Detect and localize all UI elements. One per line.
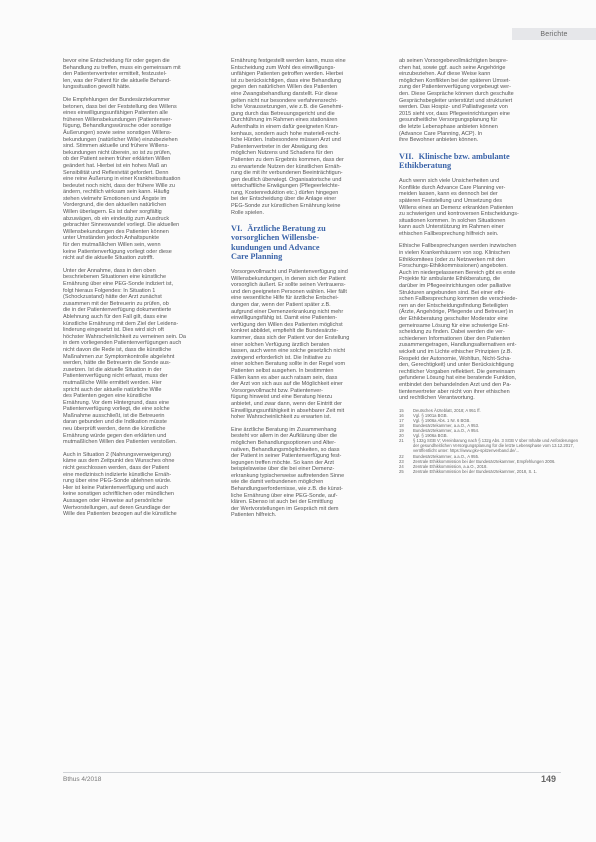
section-heading-number: VI.: [231, 224, 243, 234]
middle-paragraph-3: [231, 427, 374, 519]
left-paragraph-4-line: rung über eine PEG-Sonde ablehnen würde.: [63, 478, 172, 485]
footnote-text: der gesundheitlichen Versorgungsplanung für die letzte Lebensphase vom 13.12.2017,: [413, 443, 574, 449]
left-paragraph-3-line: die in der Patientenverfügung dokumentierte: [63, 307, 172, 314]
left-paragraph-3-line: künstliche Ernährung mit dem Ziel der Leidens-: [63, 320, 179, 327]
middle-paragraph-1-line: wirtschaftliche Erwägungen (Pflegeerleichte-: [231, 183, 340, 190]
middle-paragraph-1-line: liche Hürden. Insbesondere müssen Arzt und: [231, 137, 341, 144]
left-paragraph-2-line: Willensbekundungen des Patienten können: [63, 228, 169, 235]
middle-paragraph-2-line: Vorsorgevollmacht bzw. Patientenver-: [231, 387, 324, 394]
right-paragraph-3-line: wickelt und im Lichte ethischer Prinzipien (z.B.: [399, 348, 513, 355]
middle-paragraph-1-line: Rolle spielen.: [231, 209, 265, 216]
middle-paragraph-2-line: hoher Wahrscheinlichkeit zu erwarten ist.: [231, 414, 332, 421]
right-paragraph-3-line: Ethikkomitees (oder zu Netzwerken mit den: [399, 256, 506, 263]
middle-paragraph-1-line: Durchführung im Rahmen eines stationären: [231, 117, 338, 124]
section-heading-number: VII.: [399, 151, 414, 161]
right-paragraph-3-line: Auch im niedergelassenen Bereich gibt es erste: [399, 269, 516, 276]
footnote-text: veröffentlicht unter: https://www.gkv-spitzenverband.de/...: [413, 448, 520, 454]
section-heading-vii: [399, 152, 542, 170]
left-paragraph-1: [63, 58, 206, 91]
left-paragraph-2-line: unter Umständen jedoch Anhaltspunkte: [63, 235, 160, 242]
right-paragraph-3-line: Projekte für ambulante Ethikberatung, die: [399, 276, 501, 283]
left-paragraph-2-line: abzuwägen, ob ein eindeutig zum Ausdruck: [63, 215, 170, 222]
right-paragraph-3-line: (Ärzte, Angehörige, Pflegende und Betreuer) in: [399, 309, 514, 316]
middle-paragraph-3-line: liche Ernährung über eine PEG-Sonde, auf-: [231, 492, 338, 499]
left-paragraph-1-line: lungssituation gewollt hätte.: [63, 84, 131, 91]
middle-paragraph-2: [231, 269, 374, 421]
right-paragraph-3-line: scheidung zu finden. Dabei werden die ver-: [399, 329, 505, 336]
middle-paragraph-3-line: möglichen Behandlungsoptionen und Alter-: [231, 439, 336, 446]
left-paragraph-2-line: sind. Stimmen aktuelle und frühere Willens-: [63, 143, 170, 150]
middle-paragraph-2-line: lassen, auch wenn eine solche gesetzlich nicht: [231, 348, 346, 355]
footnote-text: Vgl. § 1906a BGB.: [413, 433, 448, 439]
footnote-text: Bundesärztekammer, a.a.O., A 953.: [413, 423, 480, 428]
right-paragraph-3-line: und rechtlichen Verantwortung.: [399, 395, 475, 402]
right-paragraph-1-line: gesundheitliche Versorgungsplanung für: [399, 117, 498, 124]
left-column: [63, 58, 206, 524]
left-paragraph-4-line: Aussagen oder Hinweise auf persönliche: [63, 498, 163, 504]
page-number: 149: [540, 774, 556, 784]
left-paragraph-3-line: mutmaßlichen Willen des Patienten verstoßen.: [63, 439, 177, 446]
right-paragraph-3-line: Strukturen angebunden sind. Bei einer ethi-: [399, 289, 506, 296]
middle-paragraph-3-line: Behandlungserfordernisse, wie z.B. die künst-: [231, 486, 343, 493]
right-paragraph-3-line: gefundene Lösung hat eine beratende Funktion,: [399, 375, 517, 382]
right-paragraph-3-line: Forschungs-Ethikkommissionen) angeboten.: [399, 263, 508, 270]
right-paragraph-3-line: der Ethikberatung geschulter Moderator eine: [399, 316, 508, 322]
right-paragraph-3-line: nen an der Entscheidungsfindung Beteiligten: [399, 302, 509, 309]
footnote: [399, 469, 542, 474]
left-paragraph-3-line: Ablehnung auch für den Fall gilt, dass eine: [63, 313, 167, 320]
right-paragraph-3-line: rechtlicher Vorgaben reflektiert. Die gemeinsam: [399, 368, 515, 375]
right-paragraph-3: [399, 243, 542, 401]
middle-paragraph-2-line: Patienten selbst ausgehen. In bestimmten: [231, 367, 334, 374]
middle-paragraph-2-line: Fällen kann es aber auch ratsam sein, dass: [231, 374, 338, 381]
right-paragraph-2-line: ethischen Fallbesprechung hilfreich sein.: [399, 230, 499, 237]
middle-paragraph-3-line: der Wertvorstellungen im Gespräch mit dem: [231, 505, 339, 512]
right-paragraph-1-line: (Advance Care Planning, ACP). In: [399, 130, 483, 137]
right-paragraph-3-line: entbindet den behandelnden Arzt und den Pa-: [399, 381, 512, 388]
right-paragraph-2-line: meiden lassen, kann es dennoch bei der: [399, 191, 498, 198]
journal-issue: Bthus 4/2018: [63, 776, 102, 783]
left-paragraph-3-line: Maßnahmen zur Symptomkontrolle abgelehnt: [63, 353, 175, 360]
left-paragraph-4-line: käme aus dem Zeitpunkt des Wunsches ohne: [63, 458, 175, 465]
middle-paragraph-1-line: liche Voraussetzungen, wie z.B. die Genehmi-: [231, 104, 344, 111]
right-paragraph-1-line: ihre Bewohner anbieten können.: [399, 137, 479, 144]
middle-paragraph-3-line: klären. Ebenso ist auch bei der Ermittlung: [231, 499, 333, 506]
middle-paragraph-1-line: gung durch das Betreuungsgericht und die: [231, 110, 335, 117]
middle-paragraph-2-line: einer solchen Beratung sollte in der Regel vom: [231, 361, 346, 368]
left-paragraph-4-line: keine sonstigen schriftlichen oder mündlichen: [63, 491, 174, 498]
footnote-text: § 132g SGB V; Vereinbarung nach § 132g Abs. 3 SGB V über Inhalte und Anforderungen: [413, 438, 578, 444]
middle-paragraph-2-line: Vorsorgevollmacht und Patientenverfügung sind: [231, 269, 348, 276]
left-paragraph-3-line: zusammen mit der Betreuerin zu prüfen, ob: [63, 300, 169, 307]
footnote-text: Bundesärztekammer, a.a.O., A 954.: [413, 428, 480, 434]
middle-paragraph-2-line: und den geeigneten Personen wählen. Hier fällt: [231, 288, 347, 295]
middle-paragraph-2-line: eine wesentliche Hilfe für ärztliche Entschei-: [231, 295, 339, 302]
middle-paragraph-1-line: PEG-Sonde zur künstlichen Ernährung keine: [231, 203, 341, 210]
right-paragraph-2-line: Auch wenn sich viele Unsicherheiten und: [399, 178, 500, 185]
left-paragraph-4-line: eine medizinisch indizierte künstliche Ernäh-: [63, 471, 172, 478]
left-paragraph-3-line: neu überprüft werden, denn die künstliche: [63, 426, 166, 433]
left-paragraph-3-line: Ernährung würde gegen den erklärten und: [63, 432, 167, 439]
footnote-number: 25: [399, 468, 404, 474]
right-column: [399, 58, 578, 474]
middle-paragraph-2-line: fügung hinweist und eine Beratung hierzu: [231, 394, 333, 401]
right-paragraph-1-line: zung der Patientenverfügung vorgebeugt wer-: [399, 84, 511, 91]
left-paragraph-3-line: zusetzen. Ist die aktuelle Situation in der: [63, 366, 162, 373]
middle-paragraph-1-line: Ernährung festgestellt werden kann, muss eine: [231, 58, 346, 64]
middle-paragraph-2-line: kammer, dass sich der Patient vor der Erstellung: [231, 335, 350, 341]
left-paragraph-3-line: in dem vorliegenden Patientenverfügungen auch: [63, 340, 182, 347]
left-paragraph-3-line: Patientenverfügung nicht erfasst, muss der: [63, 373, 168, 380]
middle-paragraph-1-line: unfähigen Patienten getroffen werden. Hierbei: [231, 71, 344, 78]
footnote-number: 23: [399, 458, 404, 464]
middle-paragraph-1-line: Patientenvertreter in der Abwägung des: [231, 143, 328, 150]
left-paragraph-2-line: fügung, Behandlungswünsche oder sonstige: [63, 123, 172, 130]
right-paragraph-3-line: Respekt der Autonomie, Wohltun, Nicht-Scha-: [399, 355, 512, 362]
middle-paragraph-1-line: gen deutlich überwiegt. Organisatorische und: [231, 176, 342, 183]
left-paragraph-1-line: bevor eine Entscheidung für oder gegen die: [63, 58, 170, 64]
right-paragraph-3-line: zusammengetragen, Handlungsalternativen ent-: [399, 342, 517, 349]
left-paragraph-3-line: mutmaßliche Wille ermittelt werden. Hier: [63, 379, 162, 386]
footnote-text: Zentrale Ethikkommission bei der Bundesärztekammer, Empfehlungen 2006.: [413, 458, 556, 464]
footnote-text: Vgl. § 1906a Abs. 1 Nr. 6 BGB.: [413, 417, 471, 423]
left-paragraph-2-line: ändern, rechtlich wirksam sein kann. Häufig: [63, 189, 170, 196]
left-paragraph-2-line: Willen überlagern. Es ist daher sorgfältig: [63, 209, 162, 216]
right-paragraph-2-line: Konflikte durch Advance Care Planning ver-: [399, 184, 506, 191]
middle-paragraph-3-line: beispielsweise über die bei einer Demenz-: [231, 466, 335, 473]
middle-paragraph-3-line: legungen treffen möchte. So kann der Arzt: [231, 459, 334, 466]
footnote-text: Bundesärztekammer, a.a.O., A 955.: [413, 453, 480, 459]
middle-paragraph-2-line: Einwilligungsunfähigkeit in absehbarer Zeit mit: [231, 407, 345, 414]
middle-paragraph-2-line: aufgrund einer Demenzerkrankung nicht mehr: [231, 308, 344, 315]
middle-paragraph-3-line: der Patient in seiner Patientenverfügung fest-: [231, 453, 342, 460]
middle-paragraph-3-line: wie die damit verbundenen möglichen: [231, 479, 324, 486]
right-paragraph-1-line: möglichen Konflikten bei der späteren Umset-: [399, 77, 511, 84]
right-paragraph-1: [399, 58, 542, 144]
right-paragraph-1-line: 2015 sieht vor, dass Pflegeeinrichtungen eine: [399, 110, 510, 117]
left-paragraph-2-line: Die Empfehlungen der Bundesärztekammer: [63, 96, 171, 103]
left-paragraph-2-line: für den mutmaßlichen Willen sein, wenn: [63, 242, 161, 249]
footnote-number: 15: [399, 407, 404, 413]
footnote-text: Zentrale Ethikkommission bei der Bundesärztekammer, 2018, S. 1.: [413, 468, 538, 474]
middle-paragraph-1-line: bei der Entscheidung über die Anlage einer: [231, 196, 337, 203]
left-paragraph-3-line: des Patienten gegen eine künstliche: [63, 393, 152, 400]
middle-paragraph-1-line: Entscheidung zum Wohl des einwilligungs-: [231, 64, 336, 71]
left-paragraph-2-line: stehen vielmehr Emotionen und Ängste im: [63, 195, 167, 202]
left-paragraph-2-line: Äußerungen) sowie seine sonstigen Willens-: [63, 129, 172, 136]
left-paragraph-3-line: Ernährung über eine PEG-Sonde indiziert ist,: [63, 281, 174, 287]
footnotes: [399, 407, 578, 474]
right-paragraph-1-line: chen hat, sowie ggf. auch seine Angehörige: [399, 64, 506, 71]
middle-paragraph-1-line: kenhaus, sondern auch hohe materiell-recht-: [231, 130, 341, 137]
middle-paragraph-1-line: gelten nicht nur besondere verfahrensrecht-: [231, 97, 338, 104]
left-paragraph-2: [63, 97, 206, 262]
middle-paragraph-2-line: einwilligungsfähig ist. Damit eine Patienten-: [231, 315, 338, 322]
left-paragraph-4: [63, 452, 206, 518]
middle-paragraph-1-line: rung die mit ihr verbundenen Beeinträchtigun-: [231, 170, 343, 177]
middle-paragraph-1-line: Aufenthalts in einem dafür geeigneten Kran-: [231, 123, 339, 130]
middle-paragraph-1-line: zu erwartende Nutzen der künstlichen Ernäh-: [231, 163, 342, 170]
left-paragraph-3-line: Ernährung. Vor dem Hintergrund, dass eine: [63, 399, 170, 406]
middle-paragraph-2-line: konkret abbildet, empfiehlt die Bundesärzte-: [231, 328, 339, 335]
right-paragraph-1-line: den. Diese Gespräche können durch geschulte: [399, 90, 514, 97]
left-paragraph-2-line: bekundungen (natürlicher Wille) einzubeziehen: [63, 136, 178, 143]
left-paragraph-2-line: geändert hat. Hierbei ist ein hohes Maß an: [63, 162, 167, 169]
left-paragraph-1-line: Behandlung zu treffen, muss ein gemeinsam mit: [63, 64, 181, 71]
section-heading-line-1: Klinische bzw. ambulante: [418, 151, 510, 161]
middle-paragraph-1-line: gegen den natürlichen Willen des Patienten: [231, 84, 338, 91]
left-paragraph-2-line: ob der Patient seinen früher erklärten Willen: [63, 156, 171, 163]
left-paragraph-3-line: Maßnahme ausschließt, ist die Betreuerin: [63, 412, 165, 419]
middle-paragraph-1-line: möglichen Nutzens und Schadens für den: [231, 150, 334, 157]
middle-paragraph-3-line: Patienten hilfreich.: [231, 512, 277, 519]
left-paragraph-3-line: folgt hieraus Folgendes: In Situation 1: [63, 287, 156, 294]
right-paragraph-2: [399, 178, 542, 237]
left-paragraph-3-line: (Schockzustand) hätte der Arzt zunächst: [63, 294, 162, 301]
left-paragraph-3-line: daran gebunden und die Indikation müsste: [63, 419, 167, 426]
middle-paragraph-2-line: einer solchen Verfügung ärztlich beraten: [231, 341, 330, 348]
left-paragraph-4-line: Wille des Patienten bezogen auf die künstliche: [63, 511, 177, 518]
right-paragraph-2-line: späteren Feststellung und Umsetzung des: [399, 197, 503, 204]
left-paragraph-4-line: Wertvorstellungen, auf deren Grundlage der: [63, 504, 171, 511]
footnote-number: 17: [399, 417, 404, 423]
section-tab-label: Berichte: [540, 30, 568, 38]
right-paragraph-3-line: Ethische Fallbesprechungen werden inzwischen: [399, 243, 517, 250]
left-paragraph-4-line: Hier ist keine Patientenverfügung und auch: [63, 484, 169, 491]
right-paragraph-1-line: ab seinen Vorsorgebevollmächtigten bespre-: [399, 58, 508, 64]
left-paragraph-3-line: nicht davon die Rede ist, dass die künstliche: [63, 346, 172, 353]
middle-paragraph-2-line: vorsorglich äußert. Er sollte seinen Vertrauens-: [231, 282, 346, 289]
middle-paragraph-2-line: Willensbekundungen, in denen sich der Patient: [231, 275, 346, 282]
left-paragraph-3-line: beschriebenen Situationen eine künstliche: [63, 274, 167, 281]
middle-paragraph-3-line: erkrankung typischerweise auftretenden Sinne: [231, 472, 345, 479]
left-paragraph-3-line: spricht auch der aktuelle natürliche Wille: [63, 386, 162, 393]
right-paragraph-1-line: die letzte Lebensphase anbieten können: [399, 123, 498, 130]
left-paragraph-2-line: Vordergrund, die den aktuellen natürlichen: [63, 202, 167, 209]
footnote-text: Zentrale Ethikkommission, a.a.O., 2018.: [413, 463, 488, 469]
left-paragraph-2-line: früheren Willensbekundungen (Patientenver-: [63, 116, 173, 123]
middle-paragraph-2-line: anbietet, und zwar dann, wenn der Eintritt der: [231, 400, 342, 407]
middle-paragraph-2-line: verfügung den Willen des Patienten möglichst: [231, 321, 343, 328]
left-paragraph-4-line: nicht geschlossen werden, dass der Patient: [63, 465, 170, 472]
right-paragraph-2-line: kann auch Unterstützung im Rahmen einer: [399, 224, 504, 231]
left-paragraph-2-line: bekundungen nicht überein, so ist zu prüfen,: [63, 149, 172, 156]
middle-paragraph-3-line: besteht vor allem in der Aufklärung über die: [231, 433, 338, 440]
left-paragraph-2-line: betonen, dass bei der Feststellung des Willens: [63, 103, 177, 110]
right-paragraph-1-line: einzubeziehen. Auf diese Weise kann: [399, 71, 491, 78]
footer-divider: [63, 772, 561, 773]
right-paragraph-2-line: Willens eines an Demenz erkrankten Patienten: [399, 204, 514, 211]
footnote-number: 20: [399, 433, 404, 439]
middle-paragraph-3-line: Eine ärztliche Beratung im Zusammenhang: [231, 426, 337, 433]
middle-paragraph-1-line: rung, Kostenreduktion etc.) dürfen hingegen: [231, 189, 339, 196]
middle-column: [231, 58, 374, 525]
right-paragraph-3-line: gemeinsame Lösung für eine schwierige Ent-: [399, 322, 510, 329]
section-tab: [512, 28, 596, 40]
left-paragraph-3-line: höchster Wahrscheinlichkeit zu verneinen sein. Da: [63, 333, 186, 340]
right-paragraph-1-line: werden. Das Hospiz- und Palliativgesetz von: [399, 104, 508, 111]
left-paragraph-2-line: nicht auf die aktuelle Situation zutrifft.: [63, 255, 155, 262]
middle-paragraph-3-line: nativen, Behandlungsmöglichkeiten, so dass: [231, 446, 340, 453]
middle-paragraph-2-line: der Arzt von sich aus auf die Möglichkeit einer: [231, 381, 343, 388]
footnote-number: 24: [399, 463, 404, 469]
right-paragraph-3-line: schen Fallbesprechung kommen die verschiede-: [399, 296, 518, 303]
left-paragraph-1-line: len, was der Patient für die aktuelle Behand-: [63, 77, 171, 84]
left-paragraph-3-line: werden, hätte die Betreuerin die Sonde aus-: [63, 360, 171, 367]
middle-paragraph-1-line: Patienten zu dem Ergebnis kommen, dass der: [231, 156, 344, 163]
left-paragraph-3-line: linderung eingesetzt ist. Dies wird sich oft: [63, 327, 164, 334]
right-paragraph-3-line: tientenvertreter aber nicht von ihrer ethischen: [399, 388, 510, 395]
right-paragraph-1-line: Gesprächsbegleiter unterstützt und strukturiert: [399, 97, 513, 104]
footnote-number: 16: [399, 412, 404, 418]
left-paragraph-2-line: gebrachter Sinneswandel vorliegt. Die aktuellen: [63, 222, 180, 229]
right-paragraph-3-line: in vielen Krankenhäusern von sog. Klinischen: [399, 250, 510, 257]
left-paragraph-3-line: Patientenverfügung vorliegt, die eine solche: [63, 406, 170, 413]
right-paragraph-2-line: zu schwierigen und kontroversen Entscheidungs-: [399, 211, 519, 218]
left-paragraph-2-line: eine reine Äußerung in einer Krankheitssituation: [63, 176, 181, 183]
left-paragraph-2-line: keine Patientenverfügung vorliegt oder diese: [63, 248, 172, 255]
section-heading-line-1: Ärztliche Beratung zu: [247, 224, 326, 234]
section-heading-vi: [231, 224, 374, 261]
left-paragraph-3-line: Unter der Annahme, dass in den oben: [63, 267, 156, 274]
footnote-text: Deutsches Ärzteblatt, 2018; A 951 ff.: [413, 407, 481, 413]
left-paragraph-3: [63, 268, 206, 446]
section-heading-line-2: Ethikberatung: [399, 160, 452, 170]
footnote-text: Vgl. § 1901a BGB.: [413, 412, 448, 418]
left-paragraph-1-line: den Patientenvertreter ermittelt, festzustel-: [63, 71, 167, 78]
footnote-number: 22: [399, 453, 404, 459]
left-paragraph-2-line: eines einwilligungsunfähigen Patienten alle: [63, 110, 168, 117]
middle-paragraph-2-line: dungen dar, wenn der Patient später z.B.: [231, 302, 331, 309]
right-paragraph-3-line: schiedenen Informationen über den Patienten: [399, 335, 511, 342]
section-heading-line-3: kundungen und Advance: [231, 242, 320, 252]
middle-paragraph-2-line: zwingend erforderlich ist. Die Initiative zu: [231, 354, 331, 361]
right-paragraph-3-line: darüber im Pflegeeinrichtungen oder palliative: [399, 283, 511, 290]
footnote-number: 19: [399, 428, 404, 434]
left-paragraph-2-line: Sensibilität und Reflexivität gefordert. Denn: [63, 169, 169, 176]
section-heading-line-2: vorsorglichen Willensbe-: [231, 233, 319, 243]
footnote-number: 18: [399, 423, 404, 428]
left-paragraph-2-line: bedeutet noch nicht, dass der frühere Wille zu: [63, 182, 175, 189]
middle-paragraph-1-line: eine Zwangsbehandlung darstellt. Für diese: [231, 90, 338, 97]
middle-paragraph-1-line: ist zu berücksichtigen, dass eine Behandlung: [231, 77, 342, 84]
middle-paragraph-1: [231, 58, 374, 216]
left-paragraph-4-line: Auch in Situation 2 (Nahrungsverweigerung): [63, 451, 171, 458]
right-paragraph-3-line: den, Gerechtigkeit) und unter Berücksichtigung: [399, 362, 514, 369]
section-heading-line-4: Care Planning: [231, 251, 283, 261]
footnote-number: 21: [399, 438, 404, 444]
right-paragraph-2-line: situationen kommen. In solchen Situationen: [399, 217, 506, 224]
